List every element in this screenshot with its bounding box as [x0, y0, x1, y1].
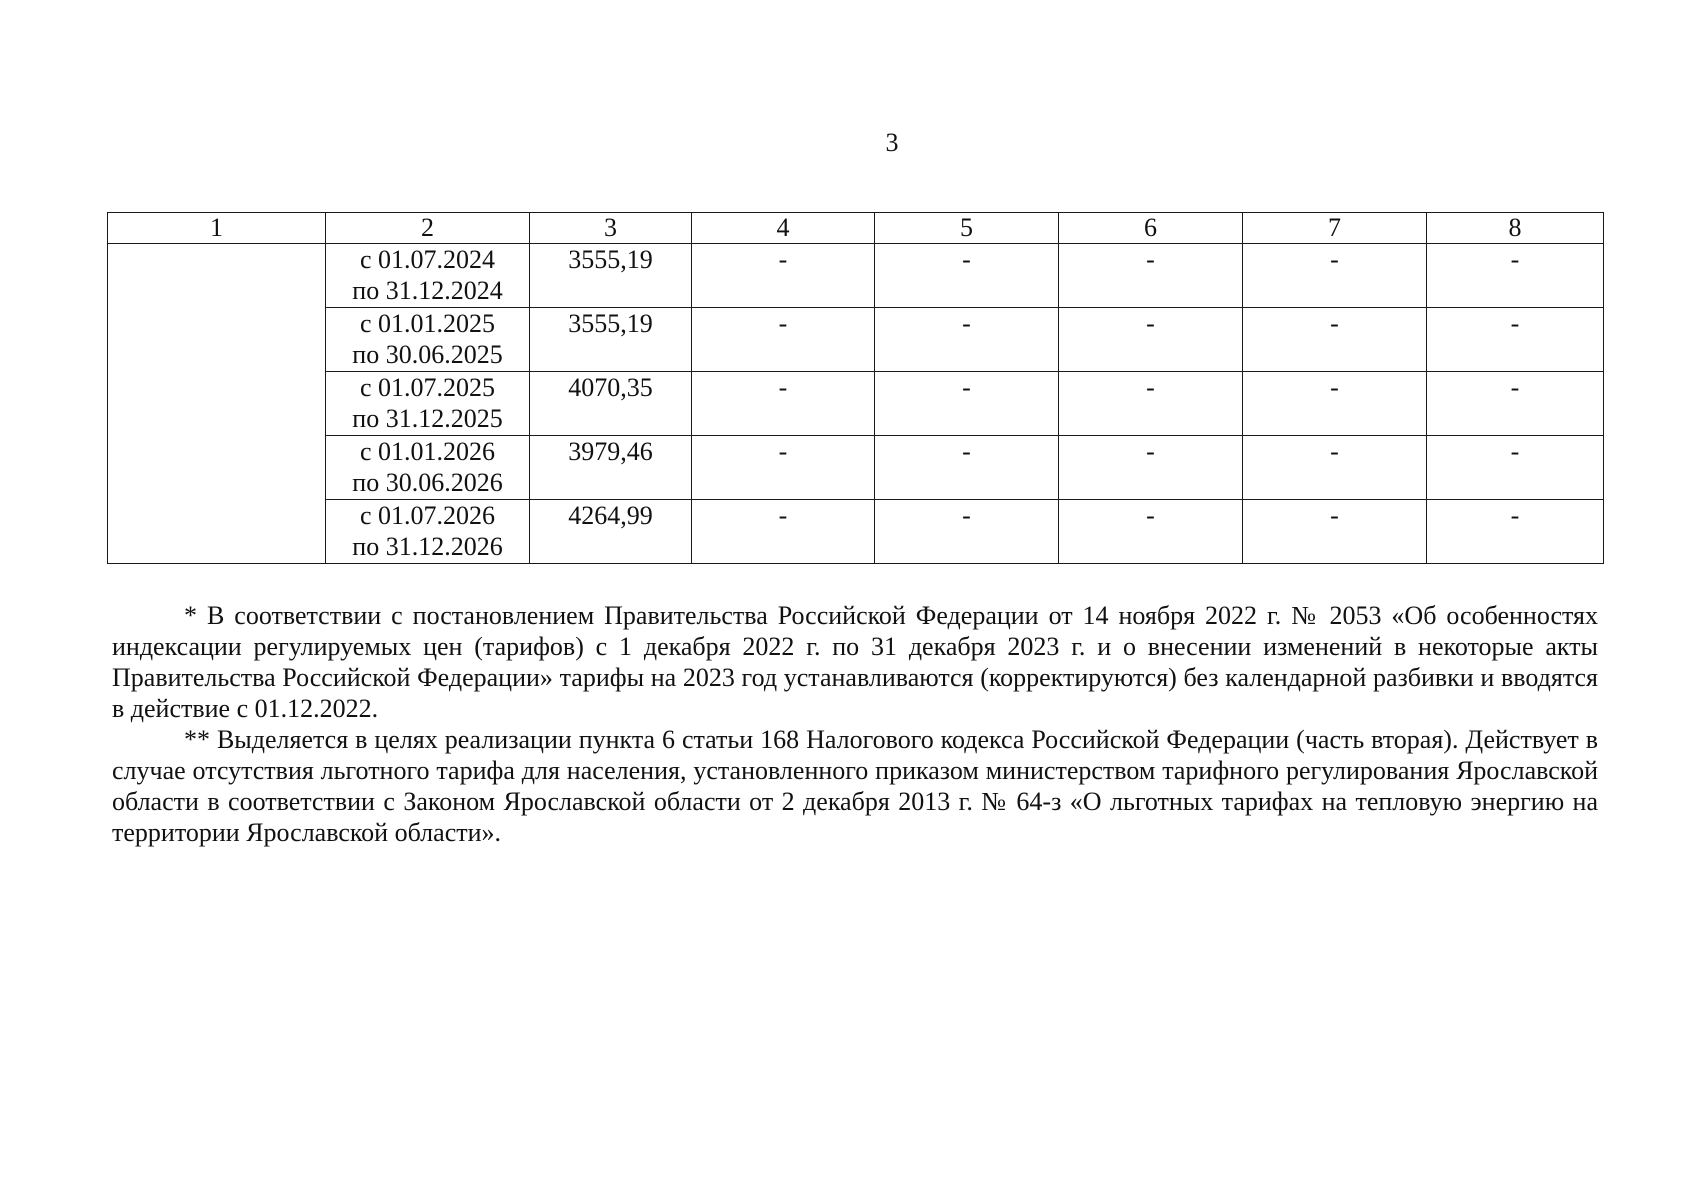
dash-cell: -	[1243, 372, 1427, 436]
dash-cell: -	[875, 436, 1059, 500]
dash-cell: -	[875, 372, 1059, 436]
footnotes	[112, 600, 1598, 848]
column-header: 6	[1059, 213, 1243, 244]
dash-cell: -	[692, 372, 875, 436]
dash-cell: -	[1059, 436, 1243, 500]
period-cell	[326, 372, 530, 436]
column-header: 8	[1427, 213, 1604, 244]
dash-cell: -	[692, 308, 875, 372]
dash-cell: -	[692, 244, 875, 308]
dash-cell: -	[1059, 244, 1243, 308]
period-from: с 01.01.2026	[359, 437, 496, 466]
period-to: по 31.12.2024	[352, 276, 503, 305]
column-header: 4	[692, 213, 875, 244]
tariff-value: 4070,35	[530, 372, 692, 436]
dash-cell: -	[1059, 308, 1243, 372]
page-number: 3	[885, 128, 899, 157]
tariff-value: 3979,46	[530, 436, 692, 500]
dash-cell: -	[692, 436, 875, 500]
dash-cell: -	[875, 244, 1059, 308]
dash-cell: -	[1243, 436, 1427, 500]
empty-merged-cell	[108, 244, 326, 564]
tariff-value: 4264,99	[530, 500, 692, 564]
period-from: с 01.07.2025	[359, 373, 496, 402]
dash-cell: -	[1427, 308, 1604, 372]
dash-cell: -	[692, 500, 875, 564]
dash-cell: -	[1243, 500, 1427, 564]
table-row	[108, 436, 1604, 500]
dash-cell: -	[1059, 500, 1243, 564]
table-row	[108, 500, 1604, 564]
table-row	[108, 244, 1604, 308]
tariff-table	[107, 212, 1604, 564]
column-header: 3	[530, 213, 692, 244]
table-row	[108, 372, 1604, 436]
tariff-value: 3555,19	[530, 308, 692, 372]
tariff-value: 3555,19	[530, 244, 692, 308]
period-to: по 30.06.2025	[352, 340, 503, 369]
dash-cell: -	[875, 500, 1059, 564]
period-cell	[326, 244, 530, 308]
table-header-row	[108, 213, 1604, 244]
period-to: по 31.12.2025	[352, 404, 503, 433]
column-header: 7	[1243, 213, 1427, 244]
period-from: с 01.07.2026	[359, 501, 496, 530]
table-row	[108, 308, 1604, 372]
dash-cell: -	[1243, 308, 1427, 372]
period-from: с 01.01.2025	[359, 309, 496, 338]
column-header: 2	[326, 213, 530, 244]
period-from: с 01.07.2024	[359, 245, 496, 274]
dash-cell: -	[1427, 500, 1604, 564]
dash-cell: -	[1427, 436, 1604, 500]
footnote-double-asterisk: ** Выделяется в целях реализации пункта 6 статьи 168 Налогового кодекса Российской Федерации (часть вторая). Действует в случае отсутствия льготного тарифа для населения, установленного приказом министерством тарифного регулирования Ярославской области в соответствии с Законом Ярославской области от 2 декабря 2013 г. № 64-з «О льготных тарифах на тепловую энергию на территории Ярославской области».	[112, 725, 1598, 847]
period-cell	[326, 308, 530, 372]
period-cell	[326, 436, 530, 500]
footnote-single-asterisk: * В соответствии с постановлением Правительства Российской Федерации от 14 ноября 2022 г. № 2053 «Об особенностях индексации регулируемых цен (тарифов) с 1 декабря 2022 г. по 31 декабря 2023 г. и о внесении изменений в некоторые акты Правительства Российской Федерации» тарифы на 2023 год устанавливаются (корректируются) без календарной разбивки и вводятся в действие с 01.12.2022.	[112, 601, 1598, 723]
column-header: 1	[108, 213, 326, 244]
dash-cell: -	[1427, 372, 1604, 436]
dash-cell: -	[1427, 244, 1604, 308]
period-to: по 30.06.2026	[352, 468, 503, 497]
period-cell	[326, 500, 530, 564]
dash-cell: -	[875, 308, 1059, 372]
column-header: 5	[875, 213, 1059, 244]
dash-cell: -	[1243, 244, 1427, 308]
dash-cell: -	[1059, 372, 1243, 436]
period-to: по 31.12.2026	[352, 532, 503, 561]
